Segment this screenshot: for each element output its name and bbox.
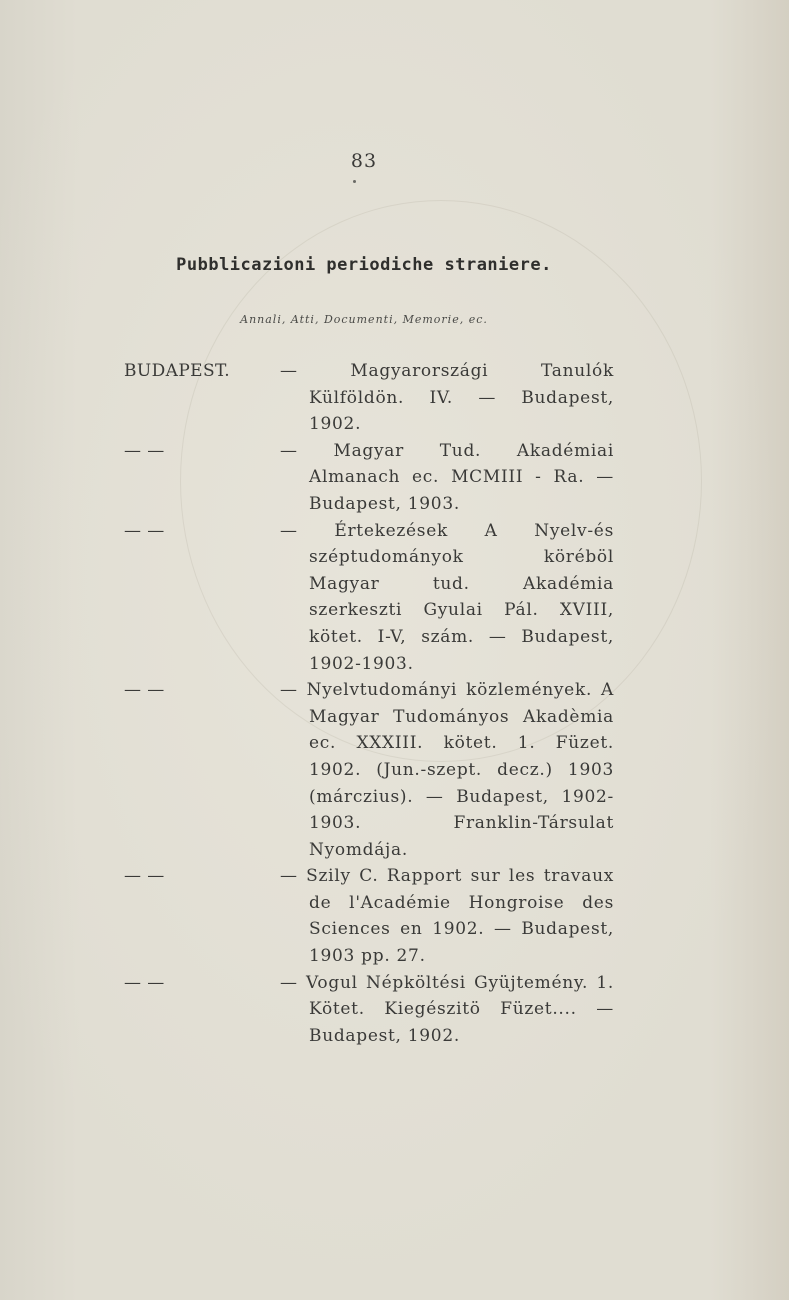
entry-city: BUDAPEST. xyxy=(124,361,231,381)
section-subtitle: Annali, Atti, Documenti, Memorie, ec. xyxy=(240,313,488,326)
ink-dot xyxy=(353,180,356,183)
entry-list xyxy=(124,358,614,1049)
entry-text: — Szily C. Rapport sur les travaux de l'Académie Hongroise des Sciences en 1902. — Budapest, 1903 pp. 27. xyxy=(280,866,614,967)
entry-city: — — xyxy=(124,520,165,541)
page-number: 83 xyxy=(350,150,378,172)
entry xyxy=(124,358,614,438)
entry xyxy=(124,438,614,518)
entry-city: — — xyxy=(124,680,165,701)
entry-text: — Nyelvtudományi közlemények. A Magyar Tudományos Akadèmia ec. XXXIII. kötet. 1. Füzet. 1902. (Jun.-szept. decz.) 1903 (márczius). — Budapest, 1902-1903. Franklin-Társulat Nyomdája. xyxy=(280,680,614,860)
entry xyxy=(124,677,614,863)
entry xyxy=(124,863,614,969)
entry xyxy=(124,518,614,678)
section-title: Pubblicazioni periodiche straniere. xyxy=(176,255,552,275)
entry xyxy=(124,970,614,1050)
entry-city: — — xyxy=(124,972,165,993)
entry-city: — — xyxy=(124,440,165,461)
entry-text: — Magyar Tud. Akadémiai Almanach ec. MCMIII - Ra. — Budapest, 1903. xyxy=(280,440,614,514)
entry-text: — Vogul Népköltési Gyüjtemény. 1. Kötet. Kiegészitö Füzet.... — Budapest, 1902. xyxy=(280,972,614,1046)
entry-text: — Magyarországi Tanulók Külföldön. IV. — Budapest, 1902. xyxy=(280,361,614,435)
entry-city: — — xyxy=(124,866,165,887)
entry-text: — Értekezések A Nyelv-és széptudományok köréböl Magyar tud. Akadémia szerkeszti Gyulai Pál. XVIII, kötet. I-V, szám. — Budapest, 1902-1903. xyxy=(280,520,614,674)
